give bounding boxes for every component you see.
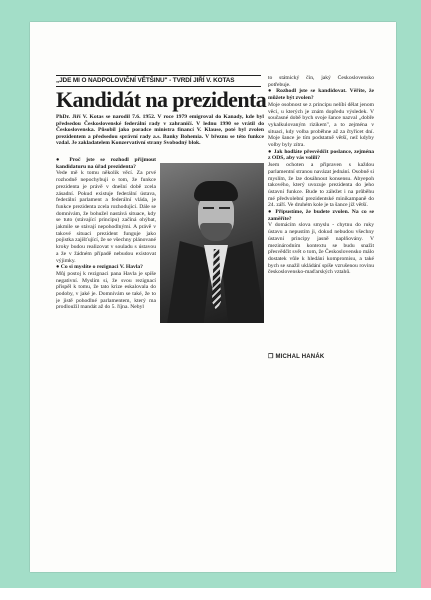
article-headline: Kandidát na prezidenta — [56, 87, 267, 112]
continuation: to státnický čin, jaký Československo potřebuje. — [268, 75, 374, 88]
article-lead: PhDr. Jiří V. Kotas se narodil 7.6. 1952. V roce 1979 emigroval do Kanady, kde byl předsedou Československé federální rady v zahraničí. V lednu 1990 se vrátil do Československa. Působil jako poradce ministra financí V. Klause, poté byl zvolen prezidentem a předsedou správní rady a.s. Banky Bohemia. V březnu se této funkce vzdal. Je zakladatelem Konzervativní strany Svobodný blok. — [56, 114, 264, 147]
photo-brow-left — [203, 207, 214, 209]
byline-marker-icon: ❐ — [268, 354, 276, 360]
column-right — [268, 75, 374, 351]
portrait-photo — [160, 163, 264, 323]
answer-1: Vede mě k tomu několik věcí. Za prvé rozhodně nepochybuji o tom, že funkce prezidenta je právě v dnešní době zcela zásadní. Pokud existuje federální ústava, federální parlament a federální vláda, je funkce prezidenta zcela rozhodující. Dále se domnívám, že bohužel nastává situace, kdy se tuto (stávající principu) začíná ohýbat, jakmile se stávají nepohodlnými. A právě v takové situaci prezident funguje jako pojistka zajišťující, že se všechny plánované kroky budou realizovat v souladu s ústavou a že v žádném případě nebudou existovat výjimky. — [56, 170, 156, 264]
photo-brow-right — [219, 207, 230, 209]
answer-2: Můj postoj k rezignaci pana Havla je spíše negativní. Myslím si, že svou rezignací přispěl k tomu, že tato krize eskalovala do podoby, v jaké je. Domnívám se také, že to je jistě pohodlné parlamentem, který ma prodloužil mandát až do 5. října. Nebyl — [56, 270, 156, 311]
author-byline — [268, 353, 374, 361]
answer-4: Jsem ochoten a připraven s každou parlamentní stranou navázat jednání. Osobně si myslím, že lze dosáhnout konsensu. Abyepoh takového, který uvozuje prezidenta do jeho ústavní funkce. Bude to záležet i na průběhu mé předvolební prezidentské minikampaně do 24. září. Ve druhém kole je ta šance již větší. — [268, 162, 374, 209]
answer-3: Moje osobnost se z principu nelíbí dělat jenom věci, u kterých je znám dopředu výsledek. V současné době bych svoje šance nazval „dobře vykalkulovaným rizikem", a to zejména v situaci, kdy volba proběhne až za čtyřicet dní. Moje šance je tím podstatně větší, než kdyby volby byly zítra. — [268, 101, 374, 149]
pink-right-strip — [421, 0, 431, 588]
author-name: MICHAL HANÁK — [275, 354, 325, 360]
question-4: ● Jak hodláte přesvědčit poslance, zejména z ODS, aby vás volili? — [268, 148, 374, 162]
photo-beard — [200, 223, 232, 241]
column-left — [56, 157, 156, 361]
photo-jacket-left — [166, 241, 212, 323]
question-1: ● Proč jste se rozhodl přijmout kandidaturu na úřad prezidenta? — [56, 157, 156, 170]
article-kicker: „JDE MI O NADPOLOVIČNÍ VĚTŠINU" - TVRDÍ JIŘÍ V. KOTAS — [56, 75, 261, 87]
question-5: ● Připustíme, že budete zvolen. Na co se zaměříte? — [268, 209, 374, 222]
photo-hair — [194, 181, 238, 201]
bottom-margin — [0, 588, 431, 600]
photo-jacket-right — [220, 241, 264, 323]
answer-5: V domácím slova smyslu - chytnu do ruky ústavu a nepustím ji, dokud nebudou všechny ústavní principy jasně naplňovány. V mezinárodním kontextu se budu snažit přesvědčit svět o tom, že Československo málo dostatek vůle k hledání kompromisu, a také bych se snažil ukládání spíše vzrušenou rovinu československo-maďarských vztahů. — [268, 222, 374, 276]
question-3: ● Rozhodl jste se kandidovat. Věříte, že můžete být zvolen? — [268, 88, 374, 102]
question-2: ● Co si myslíte o rezignaci V. Havla? — [56, 264, 143, 271]
newspaper-clipping — [56, 75, 374, 361]
